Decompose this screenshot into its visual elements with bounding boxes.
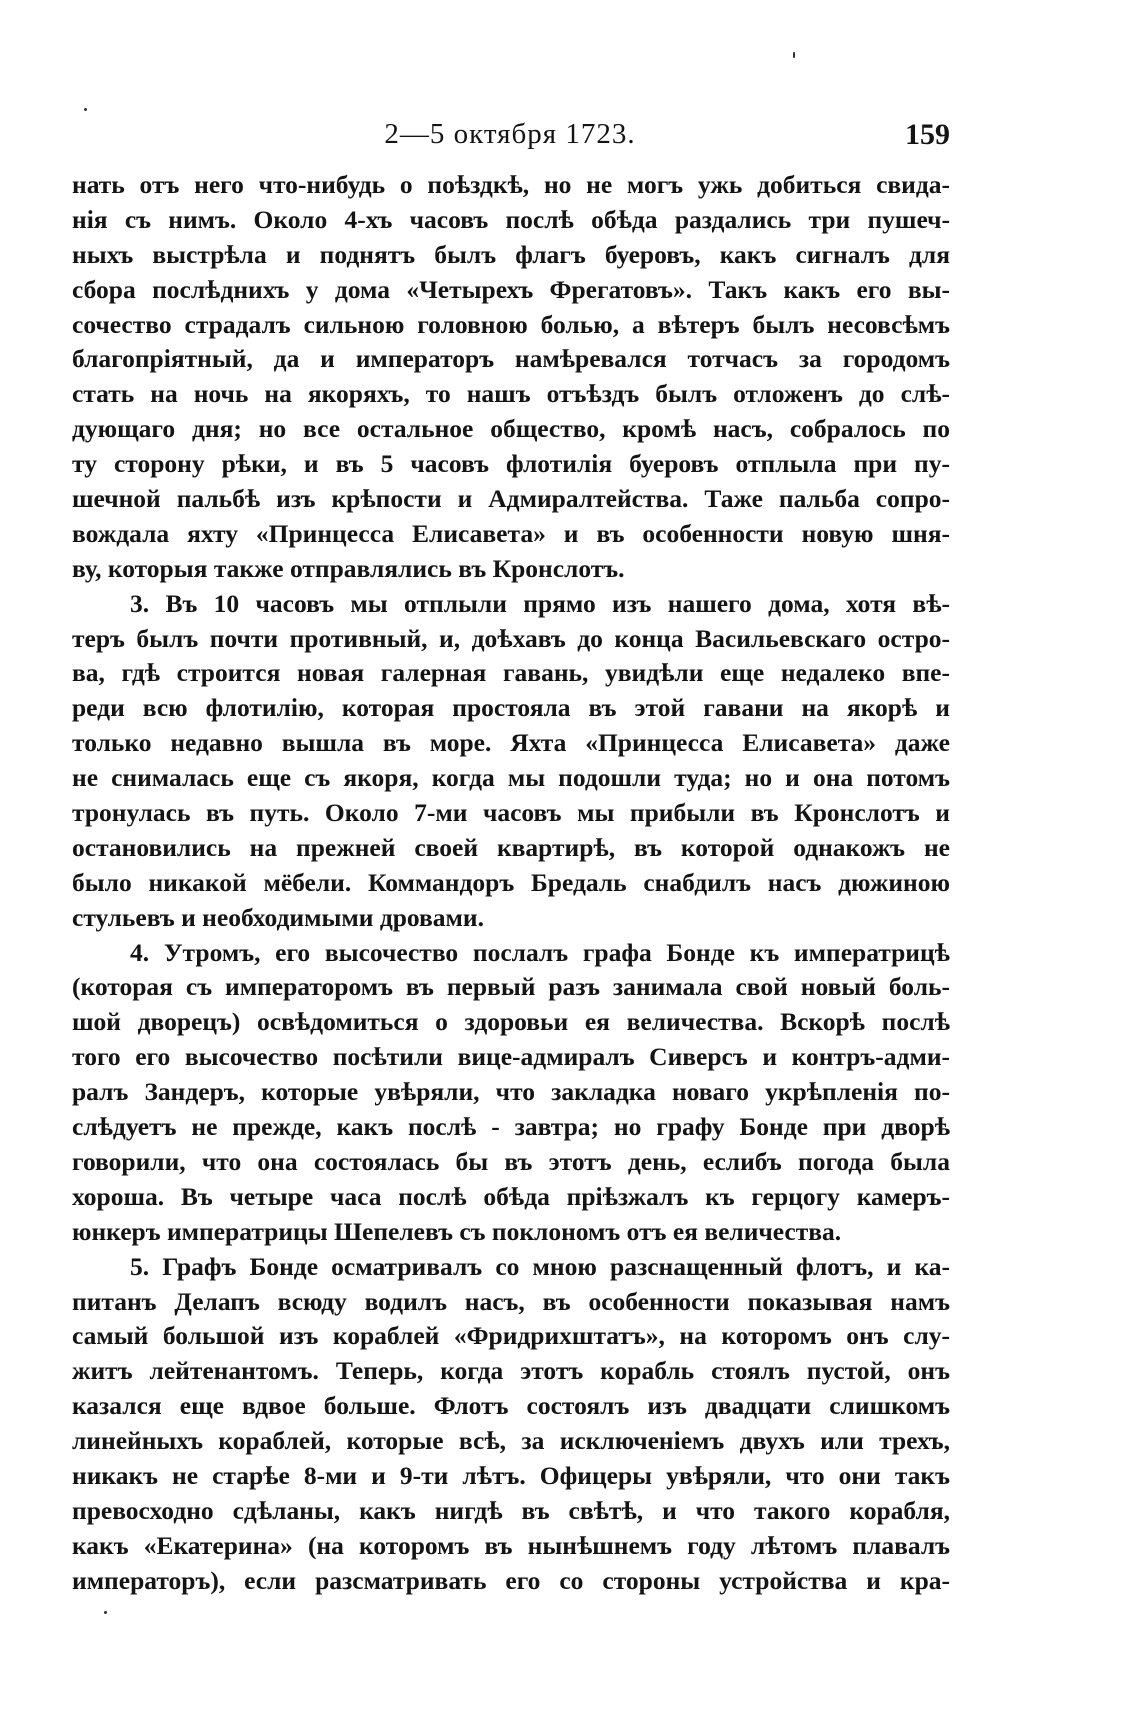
page-header [70,118,950,158]
text-line: только недавно вышла въ море. Яхта «Принцесса Елисавета» даже [72,728,950,758]
text-line: шечной пальбѣ изъ крѣпости и Адмиралтейства. Таже пальба сопро- [72,484,950,514]
text-line: юнкеръ императрицы Шепелевъ съ поклономъ отъ ея величества. [72,1216,842,1246]
text-line: императоръ), если разсматривать его со стороны устройства и кра- [72,1565,950,1595]
paragraph-4-start: 4. Утромъ, его высочество послалъ графа Бонде къ императрицѣ [130,937,950,967]
text-line: стульевъ и необходимыми дровами. [72,902,484,932]
running-title: 2—5 октября 1723. [384,118,636,150]
text-line: стать на ночь на якоряхъ, то нашъ отъѣздъ былъ отложенъ до слѣ- [72,379,950,409]
text-line: никакъ не старѣе 8-ми и 9-ти лѣтъ. Офицеры увѣряли, что они такъ [72,1460,950,1490]
text-line: говорили, что она состоялась бы въ этотъ день, еслибъ погода была [72,1146,950,1176]
text-line: (которая съ императоромъ въ первый разъ занимала свой новый боль- [72,972,950,1002]
text-line: житъ лейтенантомъ. Теперь, когда этотъ корабль стоялъ пустой, онъ [72,1356,950,1386]
text-line: теръ былъ почти противный, и, доѣхавъ до конца Васильевскаго остро- [72,623,950,653]
paragraph-3-start: 3. Въ 10 часовъ мы отплыли прямо изъ нашего дома, хотя вѣ- [130,588,950,618]
text-line: самый большой изъ кораблей «Фридрихштатъ», на которомъ онъ слу- [72,1321,950,1351]
scan-speck [104,1611,107,1614]
text-line: не снималась еще съ якоря, когда мы подошли туда; но и она потомъ [72,763,950,793]
body-text [72,168,950,1599]
scan-speck [84,108,87,111]
text-line: какъ «Екатерина» (на которомъ въ нынѣшнемъ году лѣтомъ плавалъ [72,1530,950,1560]
text-line: ралъ Зандеръ, которые увѣряли, что закладка новаго укрѣпленія по- [72,1077,950,1107]
text-line: дующаго дня; но все остальное общество, кромѣ насъ, собралось по [72,414,950,444]
paragraph-5-start: 5. Графъ Бонде осматривалъ со мною разснащенный флотъ, и ка- [130,1251,950,1281]
text-line: сочество страдалъ сильною головною болью, а вѣтеръ былъ несовсѣмъ [72,309,950,339]
text-line: линейныхъ кораблей, которые всѣ, за исключеніемъ двухъ или трехъ, [72,1426,950,1456]
text-line: ва, гдѣ строится новая галерная гавань, увидѣли еще недалеко впе- [72,658,950,688]
text-line: того его высочество посѣтили вице-адмиралъ Сиверсъ и контръ-адми- [72,1042,950,1072]
text-line: благопріятный, да и императоръ намѣревался тотчасъ за городомъ [72,344,950,374]
text-line: нать отъ него что-нибудь о поѣздкѣ, но не могъ ужь добиться свида- [72,170,950,199]
text-line: питанъ Делапъ всюду водилъ насъ, въ особенности показывая намъ [72,1286,950,1316]
text-line: вождала яхту «Принцесса Елисавета» и въ особенности новую шня- [72,518,950,548]
text-line: нія съ нимъ. Около 4-хъ часовъ послѣ обѣда раздались три пушеч- [72,204,950,234]
text-line: было никакой мёбели. Коммандоръ Бредаль снабдилъ насъ дюжиною [72,867,950,897]
text-line: сбора послѣднихъ у дома «Четырехъ Фрегатовъ». Такъ какъ его вы- [72,274,950,304]
text-line: шой дворецъ) освѣдомиться о здоровьи ея величества. Вскорѣ послѣ [72,1007,950,1037]
text-line: превосходно сдѣланы, какъ нигдѣ въ свѣтѣ, и что такого корабля, [72,1495,950,1525]
text-line: казался еще вдвое больше. Флотъ состоялъ изъ двадцати слишкомъ [72,1391,950,1421]
text-line: реди всю флотилію, которая простояла въ этой гавани на якорѣ и [72,693,950,723]
text-line: хороша. Въ четыре часа послѣ обѣда пріѣзжалъ къ герцогу камеръ- [72,1181,950,1211]
text-line: ныхъ выстрѣла и поднятъ былъ флагъ буеровъ, какъ сигналъ для [72,239,950,269]
page-number: 159 [905,118,950,151]
scan-speck [793,52,795,58]
text-line: тронулась въ путь. Около 7-ми часовъ мы прибыли въ Кронслотъ и [72,798,950,828]
text-line: слѣдуетъ не прежде, какъ послѣ - завтра; но графу Бонде при дворѣ [72,1112,950,1142]
text-line: остановились на прежней своей квартирѣ, въ которой однакожъ не [72,832,950,862]
text-line: ву, которыя также отправлялись въ Кронслотъ. [72,553,625,583]
text-line: ту сторону рѣки, и въ 5 часовъ флотилія буеровъ отплыла при пу- [72,449,950,479]
